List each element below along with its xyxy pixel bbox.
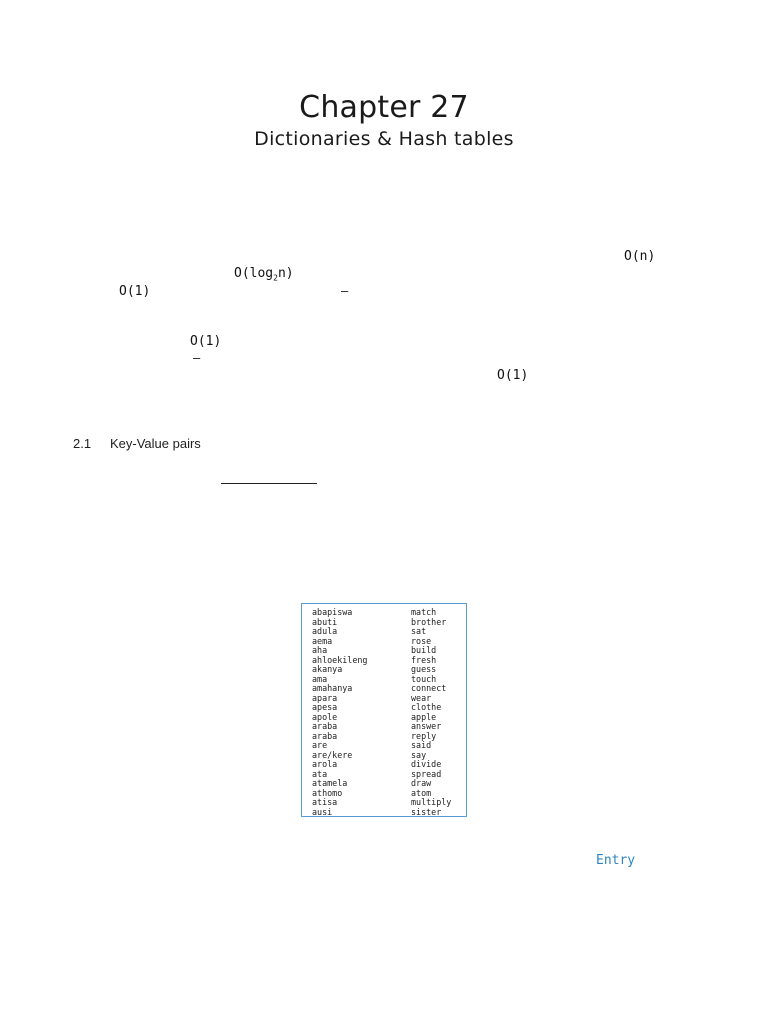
dictionary-value: rose [411, 635, 432, 646]
constant-complexity-b: O(1) [190, 334, 222, 349]
dictionary-key: akanya [312, 664, 343, 674]
blank-underline [221, 483, 317, 484]
dictionary-value: divide [411, 759, 442, 769]
dictionary-key: aema [312, 635, 333, 646]
dictionary-key: apara [312, 692, 338, 703]
dictionary-key: aha [312, 645, 328, 655]
dictionary-value: brother [411, 616, 447, 627]
dictionary-value: say [411, 749, 427, 760]
dictionary-key: abuti [312, 616, 338, 627]
dictionary-key: athomo [312, 787, 343, 798]
entry-code-term: Entry [596, 853, 636, 868]
dictionary-value: answer [411, 721, 442, 731]
dictionary-value: draw [411, 778, 432, 788]
dictionary-value: apple [411, 711, 437, 722]
linear-complexity: O(n) [624, 249, 656, 264]
dictionary-key: arola [312, 759, 338, 769]
dictionary-key: ausi [312, 806, 333, 817]
dictionary-key: are/kere [312, 749, 353, 760]
section-number: 2.1 [73, 436, 92, 451]
dictionary-key: ama [312, 673, 328, 684]
dictionary-key: atamela [312, 778, 348, 788]
dictionary-value: wear [411, 692, 432, 703]
dictionary-key: atisa [312, 797, 338, 807]
dictionary-key: apole [312, 711, 338, 722]
constant-complexity-a: O(1) [119, 284, 151, 299]
dictionary-key: araba [312, 730, 338, 741]
em-dash-a: – [341, 283, 349, 298]
chapter-subtitle: Dictionaries & Hash tables [254, 128, 514, 150]
log-complexity [234, 266, 294, 283]
dictionary-value: touch [411, 673, 437, 684]
dictionary-table [301, 603, 467, 817]
dictionary-key: amahanya [312, 683, 353, 693]
dictionary-value: atom [411, 787, 432, 798]
dictionary-value: fresh [411, 654, 437, 665]
dictionary-value: spread [411, 768, 442, 779]
dictionary-value: sat [411, 626, 427, 636]
dictionary-key: araba [312, 721, 338, 731]
dictionary-value: sister [411, 806, 442, 817]
dictionary-key: abapiswa [312, 607, 353, 617]
dictionary-row [302, 808, 468, 818]
dictionary-key: ahloekileng [312, 654, 368, 665]
dictionary-key: are [312, 740, 328, 750]
dictionary-value: said [411, 740, 432, 750]
dictionary-key: ata [312, 768, 328, 779]
constant-complexity-c: O(1) [497, 368, 529, 383]
dictionary-value: match [411, 607, 437, 617]
dictionary-value: connect [411, 683, 447, 693]
dictionary-value: clothe [411, 702, 442, 712]
dictionary-value: reply [411, 730, 437, 741]
dictionary-value: build [411, 645, 437, 655]
section-title: Key-Value pairs [110, 436, 201, 451]
log-suffix: n) [277, 266, 294, 281]
dictionary-key: apesa [312, 702, 338, 712]
dictionary-key: adula [312, 626, 338, 636]
log-base: 2 [273, 273, 278, 283]
log-prefix: O(log [234, 266, 274, 281]
em-dash-b: – [193, 350, 201, 365]
dictionary-value: guess [411, 664, 437, 674]
dictionary-value: multiply [411, 797, 452, 807]
chapter-title: Chapter 27 [299, 90, 469, 126]
